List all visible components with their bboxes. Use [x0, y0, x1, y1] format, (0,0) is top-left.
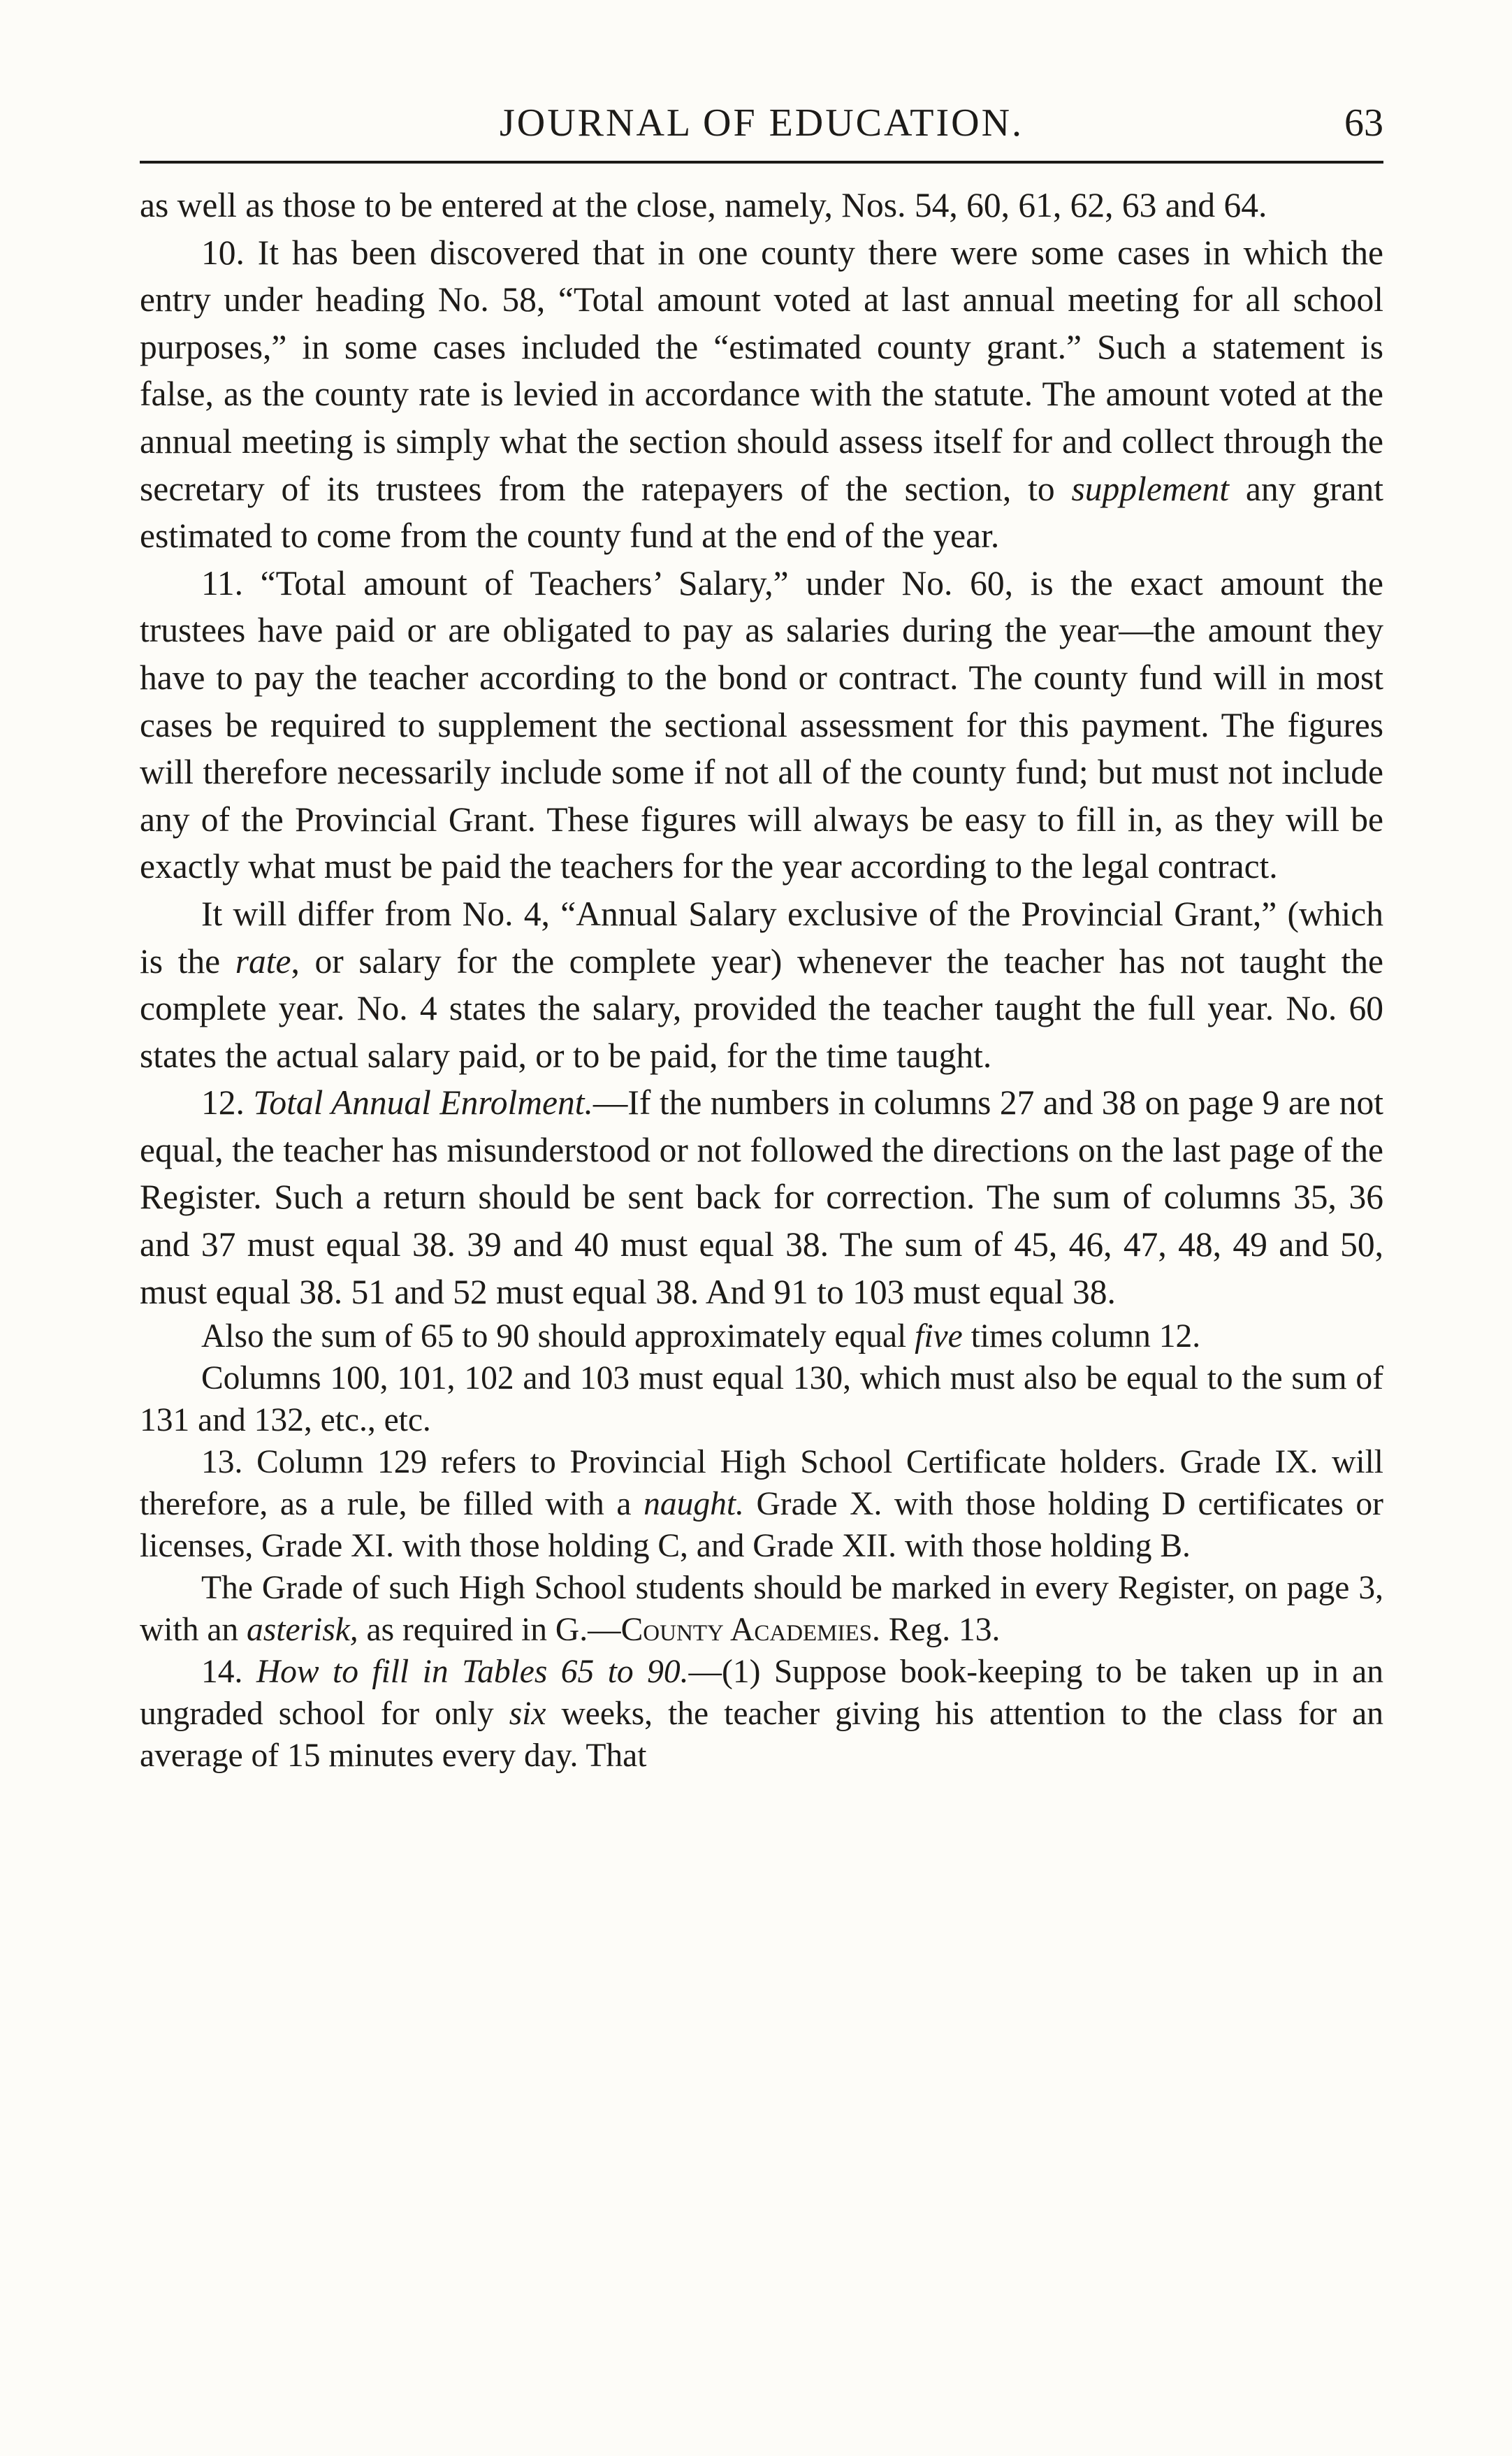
- paragraph-14-emphasis: six: [509, 1696, 546, 1733]
- paragraph-9-continued: as well as those to be entered at the close, namely, Nos. 54, 60, 61, 62, 63 and 64.: [140, 186, 1267, 224]
- paragraph-10-emphasis: supplement: [1071, 469, 1230, 508]
- paragraph-13b-text-mid: as required in G.—: [358, 1612, 621, 1649]
- paragraph-12-heading: Total Annual Enrolment.: [253, 1083, 593, 1122]
- paragraph-12-text: —If the numbers in columns 27 and 38 on page 9 are not equal, the teacher has misunderstood or not followed the directions on the last page of the Register. Such a return should be sent back for correction. The sum of columns 35, 36 and 37 must equal 38. 39 and 40 must equal 38. The sum of 45, 46, 47, 48, 49 and 50, must equal 38. 51 and 52 must equal 38. And 91 to 103 must equal 38.: [140, 1083, 1383, 1311]
- paragraph-12c-text-end: times column 12.: [962, 1318, 1201, 1355]
- paragraph-13b-emphasis: asterisk,: [247, 1612, 358, 1649]
- paragraph-13b-text: The Grade of such High School students should be marked in every Register, on page 3, with an: [140, 1570, 1383, 1649]
- paragraph-10-text: 10. It has been discovered that in one county there were some cases in which the entry under heading No. 58, “Total amount voted at last annual meeting for all school purposes,” in some cases included the “estimated county grant.” Such a statement is false, as the county rate is levied in accordance with the statute. The amount voted at the annual meeting is simply what the section should assess itself for and collect through the secretary of its trustees from the ratepayers of the section, to: [140, 233, 1383, 508]
- paragraph-11: 11. “Total amount of Teachers’ Salary,” under No. 60, is the exact amount the trustees have paid or are obligated to pay as salaries during the year—the amount they have to pay the teacher according to the bond or contract. The county fund will in most cases be required to supplement the sectional assessment for this payment. The figures will therefore necessarily include some if not all of the county fund; but must not include any of the Provincial Grant. These figures will always be easy to fill in, as they will be exactly what must be paid the teachers for the year according to the legal contract.: [140, 563, 1383, 886]
- paragraph-12c-text: Also the sum of 65 to 90 should approximately equal: [201, 1318, 915, 1355]
- paragraph-13-text-end: Grade X. with those holding D certificates or licenses, Grade XI. with those holding C, and Grade XII. with those holding B.: [140, 1486, 1383, 1565]
- paragraph-14: [140, 1651, 1383, 1777]
- paragraph-12-continued: [140, 1315, 1383, 1357]
- paragraph-12-number: 12.: [201, 1083, 254, 1122]
- page-number: 63: [1344, 101, 1383, 145]
- paragraph-11b-emphasis: rate: [235, 941, 291, 981]
- paragraph-13b-text-end: Reg. 13.: [880, 1612, 1001, 1649]
- paragraph-13-continued: [140, 1567, 1383, 1651]
- paragraph-14-heading: How to fill in Tables 65 to 90.: [256, 1654, 689, 1691]
- paragraph-14-text-end: weeks, the teacher giving his attention to the class for an average of 15 minutes every day. That: [140, 1696, 1383, 1775]
- paragraph-12-columns: Columns 100, 101, 102 and 103 must equal 130, which must also be equal to the sum of 131 and 132, etc., etc.: [140, 1360, 1383, 1439]
- paragraph-10-text-end: any grant estimated to come from the county fund at the end of the year.: [140, 469, 1383, 556]
- paragraph-12c-emphasis: five: [915, 1318, 963, 1355]
- paragraph-11b-text-end: , or salary for the complete year) whenever the teacher has not taught the complete year. No. 4 states the salary, provided the teacher taught the full year. No. 60 states the actual salary paid, or to be paid, for the time taught.: [140, 941, 1383, 1075]
- paragraph-13-text: 13. Column 129 refers to Provincial High School Certificate holders. Grade IX. will therefore, as a rule, be filled with a: [140, 1444, 1383, 1523]
- paragraph-13: [140, 1441, 1383, 1567]
- paragraph-14-text: —(1) Suppose book-keeping to be taken up in an ungraded school for only: [140, 1654, 1384, 1733]
- page: [140, 91, 1383, 1777]
- page-header: [140, 91, 1383, 164]
- paragraph-14-number: 14.: [201, 1654, 256, 1691]
- paragraph-13-emphasis: naught.: [644, 1486, 744, 1523]
- paragraph-11b-text: It will differ from No. 4, “Annual Salary exclusive of the Provincial Grant,” (which is the: [140, 894, 1383, 981]
- paragraph-11-continued: [140, 890, 1383, 1079]
- page-body: [140, 182, 1383, 1777]
- tight-section: [140, 1315, 1383, 1777]
- paragraph-12: [140, 1079, 1383, 1315]
- paragraph-13b-small-caps: County Academies.: [620, 1612, 880, 1649]
- running-title: JOURNAL OF EDUCATION.: [499, 101, 1024, 145]
- paragraph-10: [140, 229, 1383, 560]
